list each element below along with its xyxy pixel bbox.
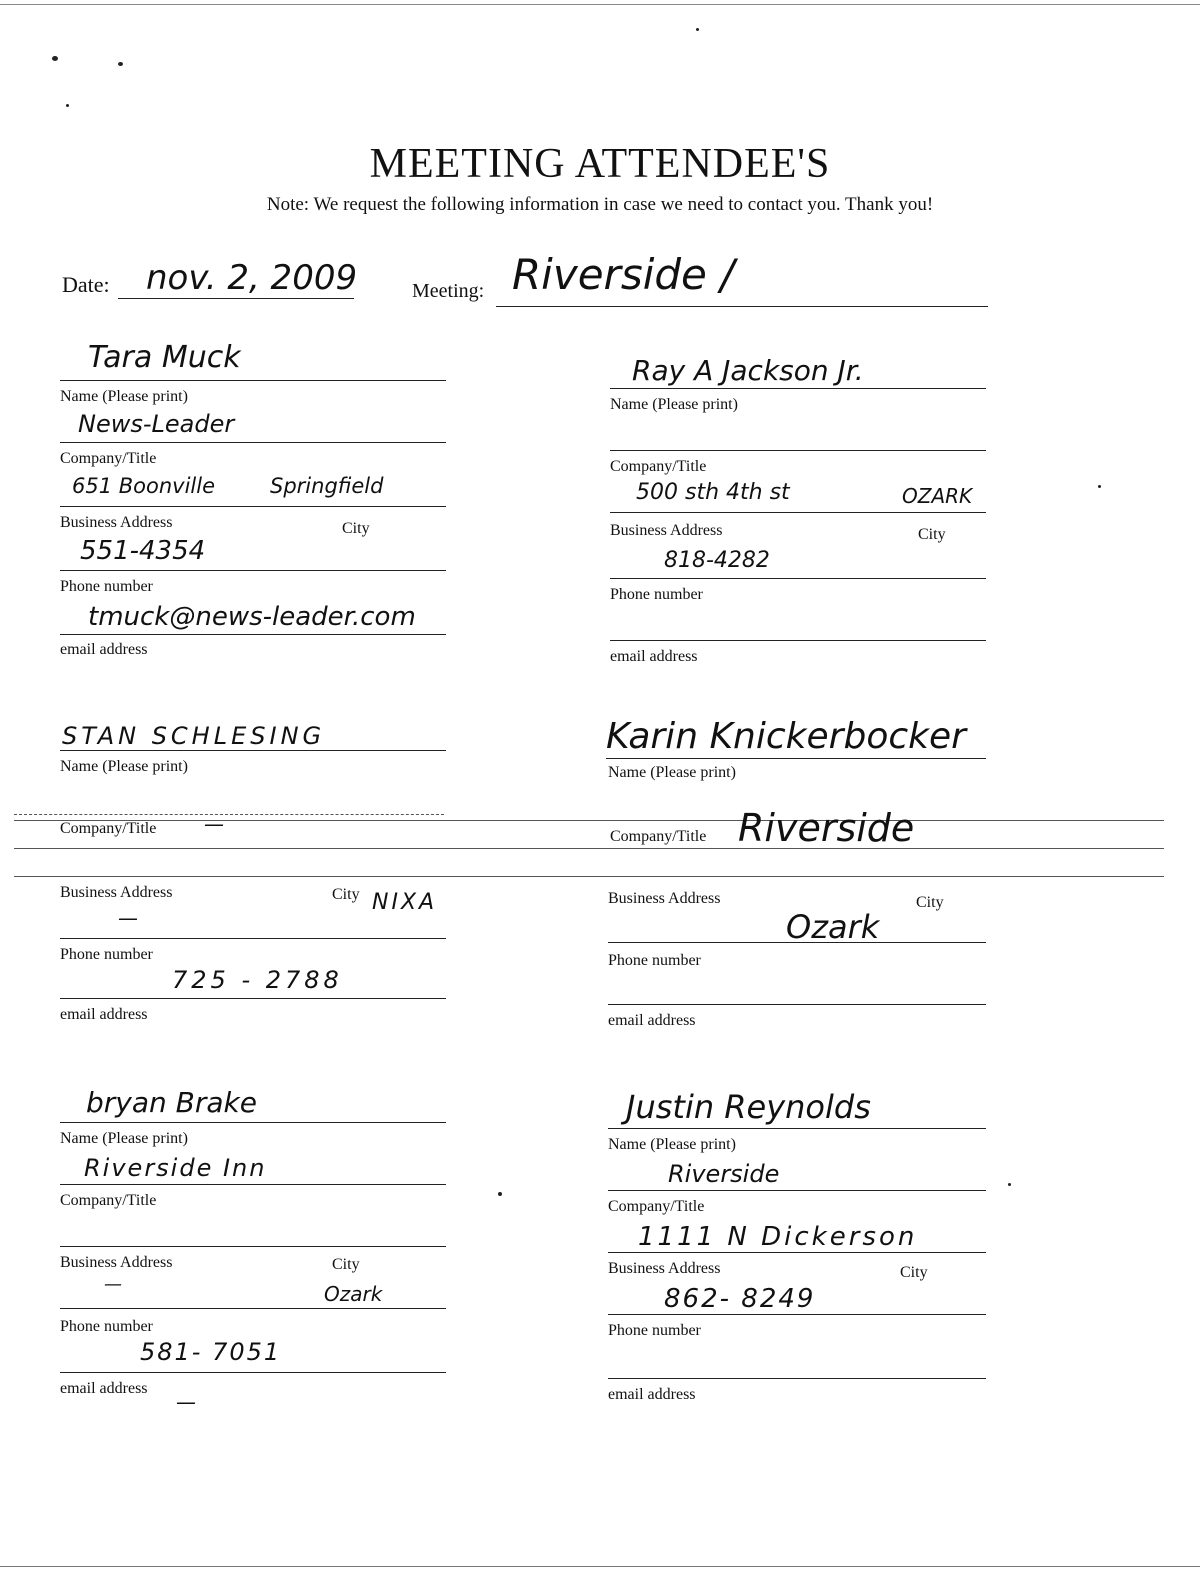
address-label: Business Address xyxy=(60,1254,173,1271)
attendee-name: Ray A Jackson Jr. xyxy=(632,354,864,387)
attendee-company: Riverside xyxy=(738,806,915,850)
attendee-city: Ozark xyxy=(324,1282,383,1306)
city-label: City xyxy=(342,520,370,537)
phone-line xyxy=(610,578,986,579)
scan-edge xyxy=(0,1566,1200,1567)
address-line xyxy=(60,1308,446,1309)
attendee-name: STAN SCHLESING xyxy=(62,722,326,750)
attendee-city: Ozark xyxy=(786,908,880,946)
attendee-company: Riverside xyxy=(668,1160,780,1188)
attendee-address: — xyxy=(118,906,138,930)
address-line xyxy=(610,512,986,513)
company-label: Company/Title xyxy=(610,458,707,475)
scan-speck xyxy=(118,62,123,66)
name-label: Name (Please print) xyxy=(610,396,738,413)
name-line xyxy=(610,388,986,389)
phone-line xyxy=(60,570,446,571)
name-line xyxy=(608,1128,986,1129)
city-label: City xyxy=(900,1264,928,1281)
address-line xyxy=(608,1252,986,1253)
scan-artifact-line xyxy=(14,820,1164,821)
address-line xyxy=(608,942,986,943)
attendee-phone: 725 - 2788 xyxy=(172,966,343,994)
city-label: City xyxy=(332,1256,360,1273)
attendee-name: Tara Muck xyxy=(88,340,241,375)
company-line-2 xyxy=(60,1246,446,1247)
attendee-name: Karin Knickerbocker xyxy=(606,716,966,757)
name-line xyxy=(606,758,986,759)
scan-speck xyxy=(66,104,69,107)
email-line xyxy=(610,640,986,641)
company-label: Company/Title xyxy=(610,828,707,845)
phone-label: Phone number xyxy=(60,1318,153,1335)
company-line xyxy=(60,1184,446,1185)
email-line xyxy=(60,634,446,635)
city-label: City xyxy=(916,894,944,911)
email-label: email address xyxy=(60,1380,148,1397)
email-label: email address xyxy=(610,648,698,665)
name-label: Name (Please print) xyxy=(608,1136,736,1153)
address-line xyxy=(60,506,446,507)
phone-line xyxy=(608,1314,986,1315)
attendee-email: tmuck@news-leader.com xyxy=(88,602,416,632)
meeting-label: Meeting: xyxy=(412,280,485,302)
scan-speck xyxy=(52,56,58,61)
address-label: Business Address xyxy=(60,884,173,901)
attendee-email: — xyxy=(176,1390,196,1414)
address-label: Business Address xyxy=(60,514,173,531)
scan-artifact-line xyxy=(14,848,1164,849)
attendee-address: 1111 N Dickerson xyxy=(638,1222,918,1252)
city-label: City xyxy=(918,526,946,543)
company-label: Company/Title xyxy=(60,450,157,467)
scan-speck xyxy=(696,28,699,31)
company-label: Company/Title xyxy=(60,820,157,837)
address-label: Business Address xyxy=(608,1260,721,1277)
company-label: Company/Title xyxy=(608,1198,705,1215)
name-label: Name (Please print) xyxy=(60,1130,188,1147)
name-line xyxy=(60,750,446,751)
attendee-phone: 862- 8249 xyxy=(664,1284,816,1314)
name-line xyxy=(60,380,446,381)
scan-artifact-line xyxy=(14,814,444,815)
date-label: Date: xyxy=(62,272,110,297)
attendee-phone: 551-4354 xyxy=(80,536,206,566)
date-value: nov. 2, 2009 xyxy=(146,258,358,298)
address-line xyxy=(60,938,446,939)
scan-edge xyxy=(0,4,1200,5)
attendee-city: OZARK xyxy=(902,484,973,508)
phone-label: Phone number xyxy=(610,586,703,603)
name-label: Name (Please print) xyxy=(60,388,188,405)
note-text: Note: We request the following information in case we need to contact you. Thank you! xyxy=(266,194,934,215)
name-label: Name (Please print) xyxy=(60,758,188,775)
name-label: Name (Please print) xyxy=(608,764,736,781)
phone-label: Phone number xyxy=(608,952,701,969)
phone-label: Phone number xyxy=(60,946,153,963)
email-label: email address xyxy=(60,1006,148,1023)
phone-label: Phone number xyxy=(608,1322,701,1339)
address-label: Business Address xyxy=(608,890,721,907)
company-label: Company/Title xyxy=(60,1192,157,1209)
attendee-address: 500 sth 4th st xyxy=(636,480,790,505)
meeting-line xyxy=(496,306,988,307)
attendee-phone: 581- 7051 xyxy=(140,1338,282,1366)
attendee-name: bryan Brake xyxy=(86,1086,257,1119)
attendee-name: Justin Reynolds xyxy=(626,1088,871,1126)
scan-speck xyxy=(498,1192,502,1196)
page-title: MEETING ATTENDEE'S xyxy=(369,141,831,187)
company-line xyxy=(60,442,446,443)
phone-label: Phone number xyxy=(60,578,153,595)
attendee-city: NIXA xyxy=(372,890,438,915)
email-label: email address xyxy=(60,641,148,658)
email-label: email address xyxy=(608,1386,696,1403)
attendee-company: News-Leader xyxy=(78,410,235,438)
email-label: email address xyxy=(608,1012,696,1029)
city-label: City xyxy=(332,886,360,903)
address-label: Business Address xyxy=(610,522,723,539)
attendee-address: — xyxy=(104,1274,122,1295)
scan-artifact-line xyxy=(14,876,1164,877)
name-line xyxy=(60,1122,446,1123)
attendee-address: 651 Boonville xyxy=(72,474,216,498)
phone-line xyxy=(608,1004,986,1005)
phone-line xyxy=(60,998,446,999)
scan-speck xyxy=(1098,485,1101,488)
attendee-city: Springfield xyxy=(270,474,384,498)
attendee-phone: 818-4282 xyxy=(664,548,770,573)
company-line xyxy=(610,450,986,451)
company-line xyxy=(608,1190,986,1191)
date-line xyxy=(118,298,354,299)
scan-speck xyxy=(1008,1183,1011,1186)
phone-line xyxy=(60,1372,446,1373)
attendee-company: Riverside Inn xyxy=(84,1154,267,1182)
email-line xyxy=(608,1378,986,1379)
attendee-company: — xyxy=(204,812,224,836)
meeting-value: Riverside / xyxy=(512,250,735,299)
